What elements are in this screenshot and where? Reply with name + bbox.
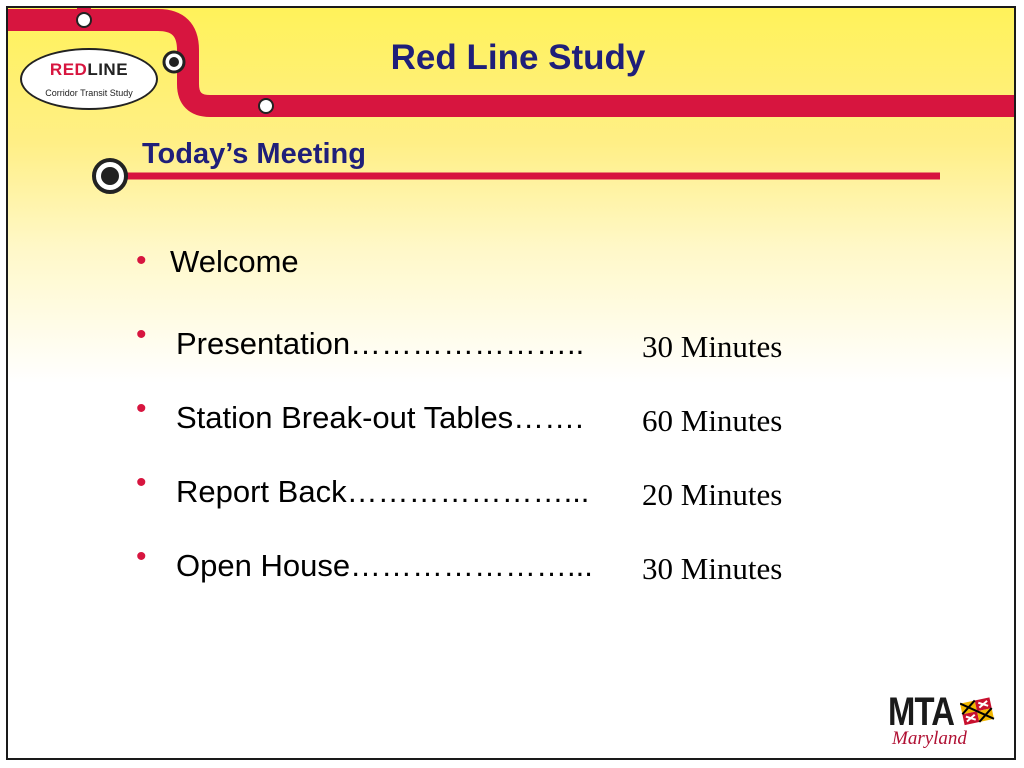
bullet-dot-icon: • bbox=[136, 466, 147, 499]
agenda-item-label: Welcome bbox=[170, 244, 299, 279]
bullet-dot-icon: • bbox=[136, 392, 147, 425]
station-stop-icon bbox=[101, 167, 119, 185]
bullet-dot-icon: • bbox=[136, 244, 147, 277]
agenda-item-duration: 30 Minutes bbox=[642, 551, 783, 586]
bullet-dot-icon: • bbox=[136, 318, 147, 351]
station-stop-icon bbox=[169, 57, 179, 67]
agenda-item-duration: 20 Minutes bbox=[642, 477, 783, 512]
red-line-logo bbox=[20, 48, 158, 110]
logo-word bbox=[22, 60, 156, 80]
maryland-flag-icon bbox=[960, 696, 996, 726]
slide bbox=[6, 6, 1016, 760]
agenda-item-label: Presentation………………….. bbox=[176, 326, 585, 361]
agenda-item-label: Station Break-out Tables……. bbox=[176, 400, 584, 435]
agenda-item-label: Report Back…………………... bbox=[176, 474, 590, 509]
slide-title: Red Line Study bbox=[390, 38, 646, 77]
station-stop-icon bbox=[77, 13, 91, 27]
bullet-dot-icon: • bbox=[136, 540, 147, 573]
logo-word-line: LINE bbox=[87, 60, 129, 79]
section-subtitle: Today’s Meeting bbox=[142, 138, 366, 170]
mta-brand: MTA bbox=[888, 690, 955, 734]
logo-tagline: Corridor Transit Study bbox=[45, 88, 133, 98]
agenda-item-duration: 60 Minutes bbox=[642, 403, 783, 438]
logo-word-red: RED bbox=[49, 60, 88, 79]
agenda-item-label: Open House…………………... bbox=[176, 548, 593, 583]
mta-maryland-logo bbox=[888, 692, 1000, 750]
mta-brand-sub: Maryland bbox=[892, 728, 967, 749]
agenda-item-duration: 30 Minutes bbox=[642, 329, 783, 364]
station-stop-icon bbox=[259, 99, 273, 113]
